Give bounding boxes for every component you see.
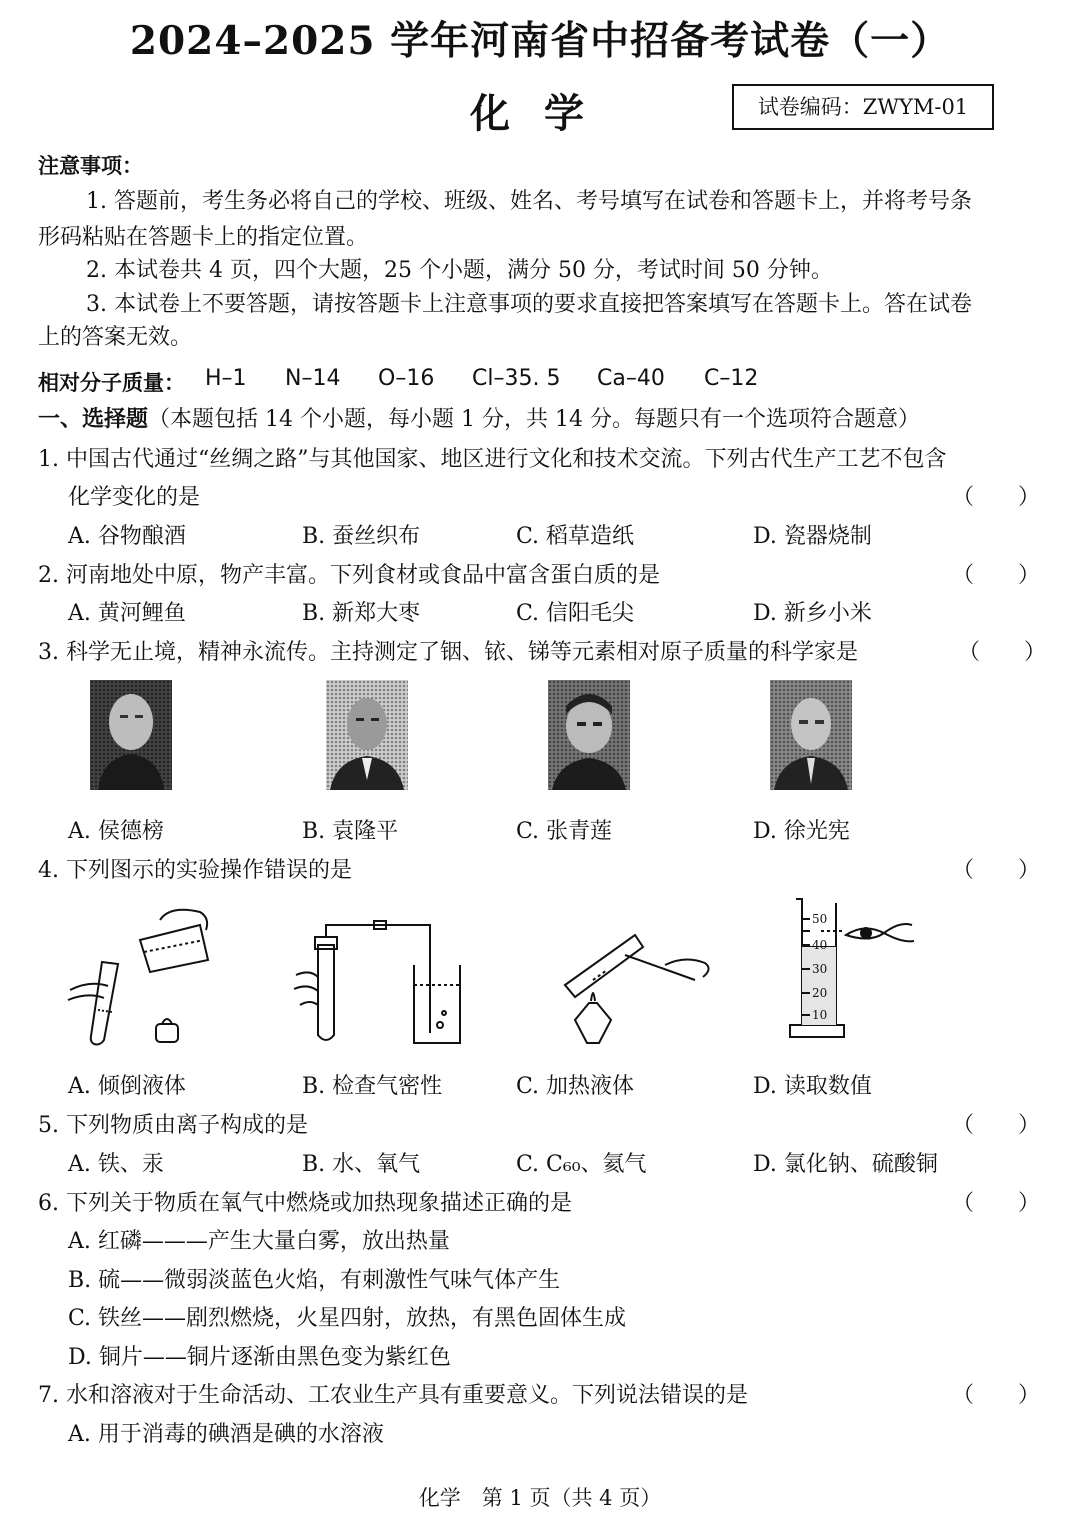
q5-option-d: D. 氯化钠、硫酸铜 — [753, 1152, 938, 1177]
q6-option-d: D. 铜片——铜片逐渐由黑色变为紫红色 — [68, 1345, 451, 1370]
q1-option-a: A. 谷物酿酒 — [68, 524, 186, 549]
answer-blank-1: （ ） — [952, 485, 1041, 510]
q4-option-c: C. 加热液体 — [516, 1074, 635, 1099]
question-1-line-2: 化学变化的是 — [68, 485, 201, 510]
q5-option-a: A. 铁、汞 — [68, 1152, 164, 1177]
answer-blank-3: （ ） — [958, 640, 1047, 665]
q1-option-b: B. 蚕丝织布 — [302, 524, 421, 549]
page-footer: 化学 第 1 页（共 4 页） — [418, 1486, 662, 1510]
portrait-zhang-qinglian — [548, 680, 630, 790]
exam-title: 2024–2025 学年河南省中招备考试卷（一） — [129, 18, 951, 64]
question-1-line-1: 1. 中国古代通过“丝绸之路”与其他国家、地区进行文化和技术交流。下列古代生产工艺不包含 — [38, 447, 947, 472]
cylinder-tick-50: 50 — [812, 912, 828, 926]
section-heading — [38, 402, 920, 433]
q6-option-b: B. 硫——微弱淡蓝色火焰，有刺激性气味气体产生 — [68, 1268, 561, 1293]
question-5-line-1: 5. 下列物质由离子构成的是 — [38, 1113, 308, 1138]
portrait-yuan-longping — [326, 680, 408, 790]
mass-cl: Cl–35. 5 — [472, 366, 561, 391]
mass-c: C–12 — [704, 366, 759, 391]
q2-option-b: B. 新郑大枣 — [302, 601, 421, 626]
cylinder-tick-20: 20 — [812, 986, 828, 1000]
q6-option-a: A. 红磷———产生大量白雾，放出热量 — [68, 1229, 450, 1254]
q3-option-a: A. 侯德榜 — [68, 819, 164, 844]
figure-airtightness-check — [290, 905, 470, 1050]
answer-blank-4: （ ） — [952, 858, 1041, 883]
mass-o: O–16 — [378, 366, 435, 391]
subject-title: 化学 — [470, 90, 618, 137]
figure-pouring-liquid — [60, 900, 220, 1050]
mass-h: H–1 — [205, 366, 247, 391]
q4-option-b: B. 检查气密性 — [302, 1074, 443, 1099]
q7-option-a: A. 用于消毒的碘酒是碘的水溶液 — [68, 1422, 384, 1447]
q2-option-c: C. 信阳毛尖 — [516, 601, 635, 626]
notice-line-1b: 形码粘贴在答题卡上的指定位置。 — [38, 225, 369, 250]
q2-option-d: D. 新乡小米 — [753, 601, 872, 626]
mass-ca: Ca–40 — [597, 366, 665, 391]
q1-option-d: D. 瓷器烧制 — [753, 524, 872, 549]
q4-option-d: D. 读取数值 — [753, 1074, 872, 1099]
q4-option-a: A. 倾倒液体 — [68, 1074, 186, 1099]
q3-option-b: B. 袁隆平 — [302, 819, 399, 844]
q3-option-c: C. 张青莲 — [516, 819, 613, 844]
answer-blank-6: （ ） — [952, 1191, 1041, 1216]
section-description: （本题包括 14 个小题，每小题 1 分，共 14 分。每题只有一个选项符合题意） — [148, 407, 920, 432]
paper-code-box: 试卷编码：ZWYM-01 — [732, 84, 994, 130]
q2-option-a: A. 黄河鲤鱼 — [68, 601, 186, 626]
q1-option-c: C. 稻草造纸 — [516, 524, 635, 549]
q5-option-c: C. C₆₀、氦气 — [516, 1152, 647, 1177]
answer-blank-2: （ ） — [952, 563, 1041, 588]
answer-blank-7: （ ） — [952, 1383, 1041, 1408]
notice-line-1a: 1. 答题前，考生务必将自己的学校、班级、姓名、考号填写在试卷和答题卡上，并将考号条 — [86, 189, 972, 214]
cylinder-tick-40: 40 — [812, 938, 828, 952]
question-6-line-1: 6. 下列关于物质在氧气中燃烧或加热现象描述正确的是 — [38, 1191, 572, 1216]
question-3-line-1: 3. 科学无止境，精神永流传。主持测定了铟、铱、锑等元素相对原子质量的科学家是 — [38, 640, 858, 665]
q5-option-b: B. 水、氧气 — [302, 1152, 421, 1177]
cylinder-tick-10: 10 — [812, 1008, 828, 1022]
notice-line-3a: 3. 本试卷上不要答题，请按答题卡上注意事项的要求直接把答案填写在答题卡上。答在试卷 — [86, 292, 972, 317]
portrait-xu-guangxian — [770, 680, 852, 790]
question-2-line-1: 2. 河南地处中原，物产丰富。下列食材或食品中富含蛋白质的是 — [38, 563, 660, 588]
q3-option-d: D. 徐光宪 — [753, 819, 850, 844]
section-title: 一、选择题 — [38, 406, 149, 432]
notice-heading: 注意事项： — [38, 153, 143, 178]
cylinder-tick-30: 30 — [812, 962, 828, 976]
question-7-line-1: 7. 水和溶液对于生命活动、工农业生产具有重要意义。下列说法错误的是 — [38, 1383, 748, 1408]
mass-n: N–14 — [285, 366, 341, 391]
question-4-line-1: 4. 下列图示的实验操作错误的是 — [38, 858, 352, 883]
notice-line-2: 2. 本试卷共 4 页，四个大题，25 个小题，满分 50 分，考试时间 50 分钟。 — [86, 258, 833, 283]
q6-option-c: C. 铁丝——剧烈燃烧，火星四射，放热，有黑色固体生成 — [68, 1306, 627, 1331]
figure-heating-liquid — [545, 925, 715, 1050]
answer-blank-5: （ ） — [952, 1113, 1041, 1138]
relative-mass-label: 相对分子质量： — [38, 370, 185, 395]
figure-reading-cylinder — [780, 895, 920, 1045]
notice-line-3b: 上的答案无效。 — [38, 325, 193, 350]
portrait-hou-debang — [90, 680, 172, 790]
